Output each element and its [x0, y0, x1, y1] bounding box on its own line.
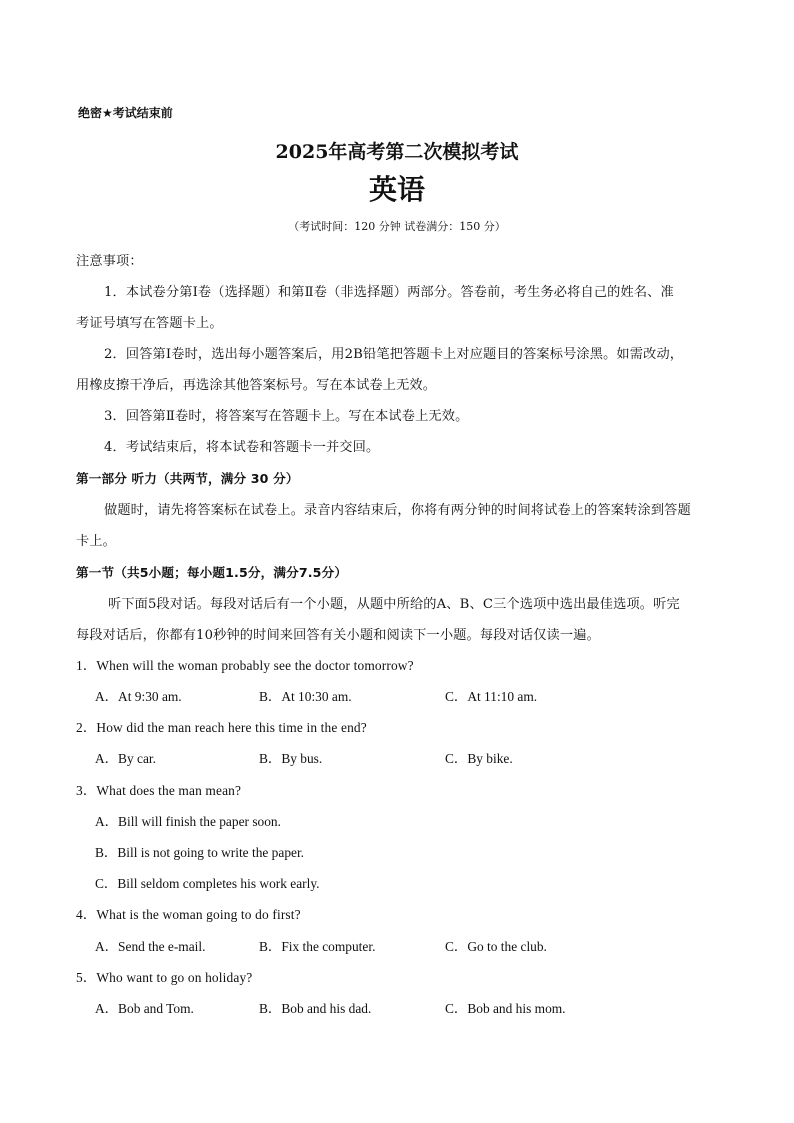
part1-heading: 第一部分 听力（共两节，满分 30 分） [76, 471, 299, 486]
question-1-option-a: A．At 9:30 am. [95, 689, 182, 704]
question-4-stem: 4．What is the woman going to do first? [76, 907, 301, 922]
confidential-label: 绝密★考试结束前 [78, 106, 173, 120]
exam-title: 2025年高考第二次模拟考试 [275, 141, 519, 163]
notice-item-3: 3．回答第Ⅱ卷时，将答案写在答题卡上。写在本试卷上无效。 [104, 409, 469, 424]
section1-intro-line-2: 每段对话后，你都有10秒钟的时间来回答有关小题和阅读下一小题。每段对话仅读一遍。 [76, 628, 600, 643]
question-3-stem: 3．What does the man mean? [76, 783, 242, 798]
question-1-option-c: C．At 11:10 am. [445, 689, 538, 704]
section1-heading: 第一节（共5小题；每小题1.5分，满分7.5分） [76, 565, 348, 580]
notice-item-1-line-1: 1．本试卷分第Ⅰ卷（选择题）和第Ⅱ卷（非选择题）两部分。答卷前，考生务必将自己的姓名、准 [104, 285, 674, 300]
question-1-stem: 1．When will the woman probably see the doctor tomorrow? [76, 658, 414, 673]
question-2-option-b: B．By bus. [259, 751, 323, 766]
section1-intro-line-1: 听下面5段对话。每段对话后有一个小题，从题中所给的A、B、C三个选项中选出最佳选项。听完 [108, 597, 680, 612]
question-3-option-a: A．Bill will finish the paper soon. [95, 814, 281, 829]
question-5-option-a: A．Bob and Tom. [95, 1001, 194, 1016]
subject-title: 英语 [368, 173, 425, 206]
notice-item-2-line-2: 用橡皮擦干净后，再选涂其他答案标号。写在本试卷上无效。 [76, 378, 437, 393]
exam-info: （考试时间：120 分钟 试卷满分：150 分） [288, 220, 506, 233]
notice-item-1-line-2: 考证号填写在答题卡上。 [76, 316, 223, 331]
notice-item-4: 4．考试结束后，将本试卷和答题卡一并交回。 [104, 440, 380, 455]
notice-heading: 注意事项： [76, 254, 143, 269]
question-5-option-c: C．Bob and his mom. [445, 1001, 566, 1016]
notice-item-2-line-1: 2．回答第Ⅰ卷时，选出每小题答案后，用2B铅笔把答题卡上对应题目的答案标号涂黑。如需改动， [104, 347, 684, 362]
question-4-option-b: B．Fix the computer. [259, 939, 376, 954]
question-5-stem: 5．Who want to go on holiday? [76, 970, 253, 985]
question-2-option-a: A．By car. [95, 751, 156, 766]
question-3-option-c: C．Bill seldom completes his work early. [95, 876, 320, 891]
question-5-option-b: B．Bob and his dad. [259, 1001, 372, 1016]
part1-intro-line-2: 卡上。 [76, 534, 117, 549]
part1-intro-line-1: 做题时，请先将答案标在试卷上。录音内容结束后，你将有两分钟的时间将试卷上的答案转涂到答题 [104, 503, 691, 518]
question-2-option-c: C．By bike. [445, 751, 513, 766]
question-2-stem: 2．How did the man reach here this time in the end? [76, 720, 367, 735]
question-1-option-b: B．At 10:30 am. [259, 689, 352, 704]
question-4-option-a: A．Send the e-mail. [95, 939, 206, 954]
question-3-option-b: B．Bill is not going to write the paper. [95, 845, 305, 860]
question-4-option-c: C．Go to the club. [445, 939, 547, 954]
